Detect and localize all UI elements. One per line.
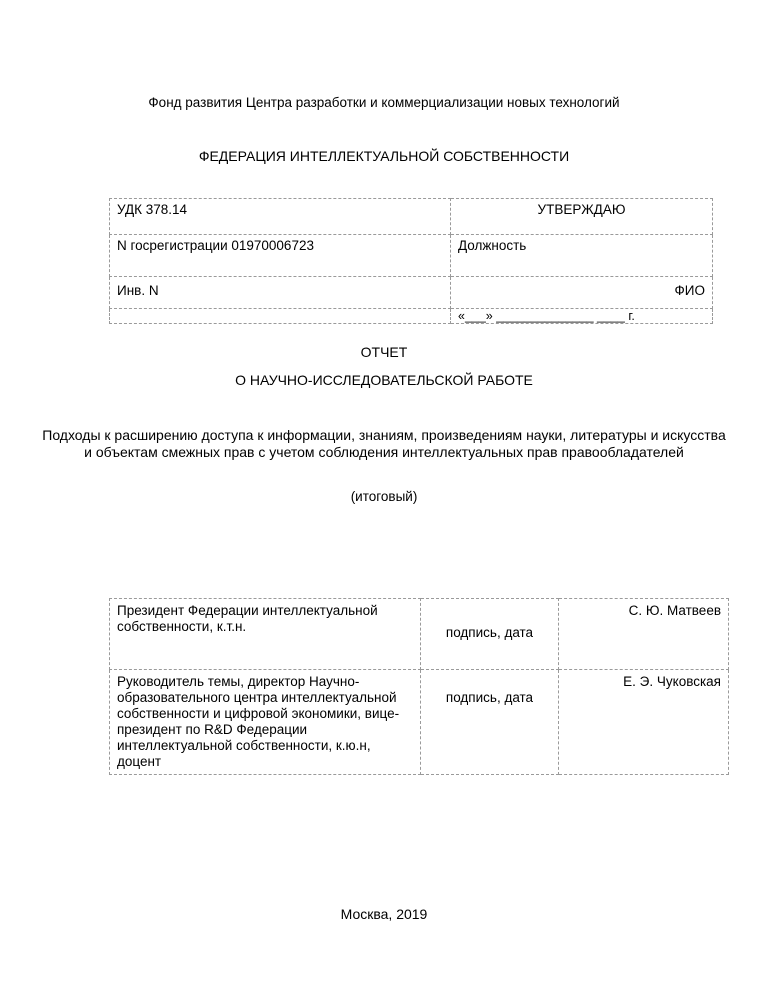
registry-row: [110, 309, 713, 324]
work-title: О НАУЧНО-ИССЛЕДОВАТЕЛЬСКОЙ РАБОТЕ: [235, 372, 533, 388]
sign-cell: [421, 670, 559, 775]
sign-label: подпись, дата: [445, 625, 534, 640]
date-line-cell: «___» ______________ ____ г.: [451, 309, 713, 324]
federation-name: ФЕДЕРАЦИЯ ИНТЕЛЛЕКТУАЛЬНОЙ СОБСТВЕННОСТИ: [198, 148, 570, 164]
signature-row: [110, 670, 729, 775]
reg-number-cell: N госрегистрации 01970006723: [110, 235, 451, 277]
name-cell: Е. Э. Чуковская: [559, 670, 729, 775]
inv-cell: Инв. N: [110, 277, 451, 309]
report-title: ОТЧЕТ: [360, 344, 408, 360]
registry-row: [110, 235, 713, 277]
signature-row: [110, 599, 729, 670]
empty-cell: [110, 309, 451, 324]
position-cell: Должность: [451, 235, 713, 277]
approve-cell: УТВЕРЖДАЮ: [451, 199, 713, 235]
name-cell: С. Ю. Матвеев: [559, 599, 729, 670]
sign-cell: [421, 599, 559, 670]
role-cell: Президент Федерации интеллектуальной собственности, к.т.н.: [110, 599, 421, 670]
signature-table: [109, 598, 729, 775]
organization-name: Фонд развития Центра разработки и коммерциализации новых технологий: [148, 95, 620, 110]
sign-label: подпись, дата: [445, 690, 534, 705]
udk-cell: УДК 378.14: [110, 199, 451, 235]
topic-title: Подходы к расширению доступа к информации, знаниям, произведениям науки, литературы и искусства и объектам смежных прав с учетом соблюдения интеллектуальных прав правообладателей: [42, 427, 726, 460]
registry-row: [110, 199, 713, 235]
city-year: Москва, 2019: [340, 906, 428, 922]
fio-cell: ФИО: [451, 277, 713, 309]
role-cell: Руководитель темы, директор Научно-образовательного центра интеллектуальной собственности и цифровой экономики, вице-президент по R&D Федерации интеллектуальной собственности, к.ю.н, доцент: [110, 670, 421, 775]
registry-row: [110, 277, 713, 309]
registry-table: [109, 198, 713, 324]
report-type: (итоговый): [350, 489, 418, 504]
